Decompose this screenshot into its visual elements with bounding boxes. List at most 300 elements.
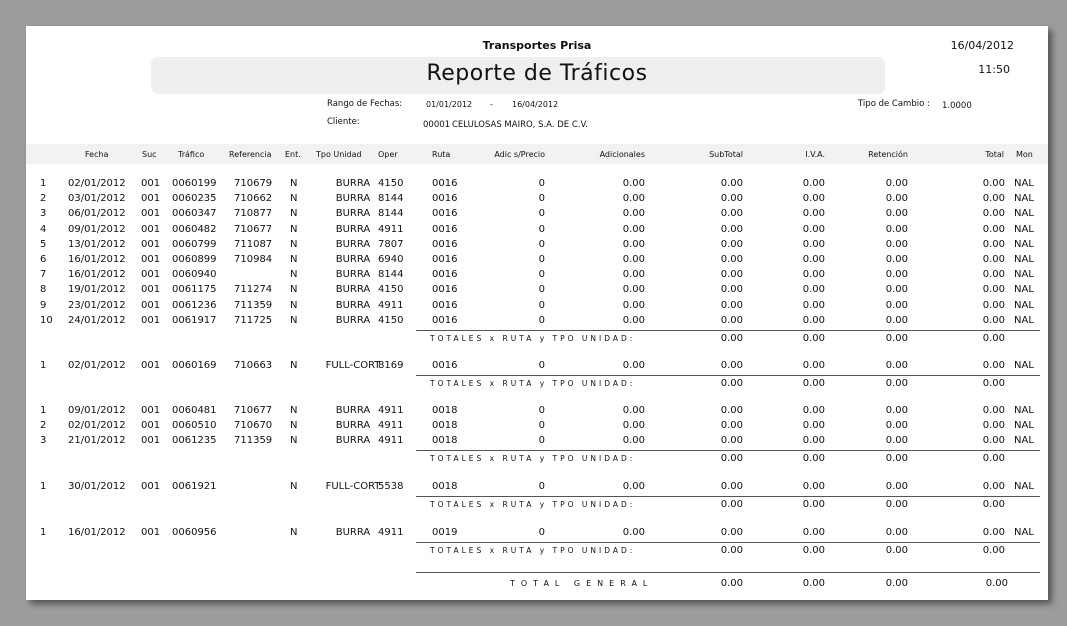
- cell-subtotal: 0.00: [720, 269, 743, 281]
- cell-suc: 001: [141, 193, 161, 205]
- cell-fecha: 09/01/2012: [68, 405, 126, 416]
- cell-trafico: 0060799: [172, 238, 217, 250]
- cell-adic-precio: 0: [538, 208, 545, 220]
- cell-mon: NAL: [1014, 193, 1034, 205]
- cell-tpo-unidad: BURRA: [335, 238, 371, 250]
- cell-fecha: 16/01/2012: [68, 254, 126, 265]
- group-total-value: 0.00: [885, 378, 908, 389]
- cell-referencia: 711087: [234, 238, 273, 250]
- exchange-rate-value: 1.0000: [942, 101, 972, 111]
- cell-fecha: 24/01/2012: [68, 314, 126, 326]
- cell-oper: 7807: [378, 238, 404, 250]
- cell-ent: N: [290, 360, 298, 371]
- cell-row-num: 2: [40, 420, 47, 432]
- cell-adicionales: 0.00: [622, 360, 645, 371]
- cell-adicionales: 0.00: [622, 527, 645, 538]
- cell-retencion: 0.00: [885, 238, 908, 250]
- cell-total: 0.00: [982, 314, 1005, 326]
- cell-tpo-unidad: BURRA: [335, 269, 371, 281]
- column-header: Ent.: [285, 150, 301, 159]
- cell-iva: 0.00: [802, 360, 825, 371]
- cell-total: 0.00: [982, 254, 1005, 265]
- cell-ruta: 0016: [432, 178, 458, 189]
- cell-subtotal: 0.00: [720, 208, 743, 220]
- cell-iva: 0.00: [802, 208, 825, 220]
- cell-mon: NAL: [1014, 481, 1034, 492]
- cell-subtotal: 0.00: [720, 405, 743, 416]
- cell-adicionales: 0.00: [622, 178, 645, 189]
- cell-ent: N: [290, 527, 298, 538]
- group-total-value: 0.00: [885, 545, 908, 556]
- cell-suc: 001: [141, 435, 161, 447]
- cell-subtotal: 0.00: [720, 223, 743, 235]
- cell-mon: NAL: [1014, 405, 1034, 416]
- cell-row-num: 3: [40, 208, 47, 220]
- cell-tpo-unidad: BURRA: [335, 435, 371, 447]
- cell-suc: 001: [141, 481, 161, 492]
- cell-tpo-unidad: BURRA: [335, 284, 371, 296]
- cell-adic-precio: 0: [538, 527, 545, 538]
- cell-ruta: 0016: [432, 193, 458, 205]
- cell-oper: 4150: [378, 178, 404, 189]
- cell-iva: 0.00: [802, 481, 825, 492]
- cell-tpo-unidad: BURRA: [335, 405, 371, 416]
- cell-adicionales: 0.00: [622, 269, 645, 281]
- cell-iva: 0.00: [802, 254, 825, 265]
- cell-referencia: 711274: [234, 284, 273, 296]
- cell-retencion: 0.00: [885, 178, 908, 189]
- cell-total: 0.00: [982, 481, 1005, 492]
- cell-row-num: 1: [40, 527, 47, 538]
- cell-oper: 4911: [378, 299, 404, 311]
- cell-adicionales: 0.00: [622, 223, 645, 235]
- cell-adic-precio: 0: [538, 238, 545, 250]
- group-total-value: 0.00: [802, 332, 825, 344]
- cell-subtotal: 0.00: [720, 435, 743, 447]
- cell-adicionales: 0.00: [622, 193, 645, 205]
- cell-mon: NAL: [1014, 238, 1034, 250]
- cell-adic-precio: 0: [538, 299, 545, 311]
- report-date: 16/04/2012: [950, 39, 1014, 52]
- cell-fecha: 19/01/2012: [68, 284, 126, 296]
- cell-ent: N: [290, 299, 298, 311]
- cell-mon: NAL: [1014, 208, 1034, 220]
- cell-adic-precio: 0: [538, 435, 545, 447]
- cell-adic-precio: 0: [538, 223, 545, 235]
- company-name: Transportes Prisa: [482, 39, 592, 52]
- report-title: Reporte de Tráficos: [426, 61, 648, 86]
- cell-row-num: 1: [40, 405, 47, 416]
- cell-ent: N: [290, 481, 298, 492]
- cell-fecha: 16/01/2012: [68, 527, 126, 538]
- cell-adicionales: 0.00: [622, 299, 645, 311]
- group-totals-label: TOTALES x RUTA y TPO UNIDAD:: [430, 454, 636, 464]
- cell-ent: N: [290, 269, 298, 281]
- cell-iva: 0.00: [802, 269, 825, 281]
- group-total-value: 0.00: [802, 499, 825, 510]
- grand-total-value: 0.00: [720, 578, 743, 589]
- cell-ent: N: [290, 314, 298, 326]
- cell-iva: 0.00: [802, 223, 825, 235]
- group-total-value: 0.00: [720, 378, 743, 389]
- table-row: [26, 254, 1048, 268]
- cell-iva: 0.00: [802, 527, 825, 538]
- column-header: Adic s/Precio: [494, 150, 545, 159]
- cell-ent: N: [290, 435, 298, 447]
- cell-ent: N: [290, 254, 298, 265]
- cell-tpo-unidad: BURRA: [335, 223, 371, 235]
- cell-ruta: 0016: [432, 284, 458, 296]
- cell-subtotal: 0.00: [720, 299, 743, 311]
- column-header: I.V.A.: [805, 150, 825, 159]
- cell-trafico: 0060482: [172, 223, 217, 235]
- cell-adicionales: 0.00: [622, 238, 645, 250]
- cell-retencion: 0.00: [885, 299, 908, 311]
- cell-row-num: 2: [40, 193, 47, 205]
- cell-oper: 4150: [378, 284, 404, 296]
- cell-suc: 001: [141, 405, 161, 416]
- cell-subtotal: 0.00: [720, 238, 743, 250]
- cell-iva: 0.00: [802, 405, 825, 416]
- cell-retencion: 0.00: [885, 405, 908, 416]
- cell-row-num: 10: [40, 314, 53, 326]
- cell-ruta: 0018: [432, 435, 458, 447]
- cell-ruta: 0016: [432, 238, 458, 250]
- group-separator: [416, 542, 1040, 543]
- column-header: SubTotal: [709, 150, 743, 159]
- cell-tpo-unidad: BURRA: [335, 527, 371, 538]
- cell-adic-precio: 0: [538, 481, 545, 492]
- client-code: 00001: [423, 120, 451, 130]
- cell-row-num: 7: [40, 269, 47, 281]
- group-total-value: 0.00: [720, 545, 743, 556]
- group-totals-row: [26, 333, 1048, 347]
- cell-subtotal: 0.00: [720, 360, 743, 371]
- cell-oper: 6940: [378, 254, 404, 265]
- group-total-value: 0.00: [885, 499, 908, 510]
- column-header: Referencia: [229, 150, 272, 159]
- group-totals-label: TOTALES x RUTA y TPO UNIDAD:: [430, 379, 636, 388]
- column-header: Retención: [868, 150, 908, 159]
- cell-referencia: 710677: [234, 405, 273, 416]
- cell-total: 0.00: [982, 193, 1005, 205]
- cell-adicionales: 0.00: [622, 208, 645, 220]
- cell-tpo-unidad: BURRA: [335, 314, 371, 326]
- cell-row-num: 1: [40, 360, 47, 371]
- cell-mon: NAL: [1014, 314, 1034, 326]
- cell-suc: 001: [141, 314, 161, 326]
- cell-ent: N: [290, 405, 298, 416]
- column-header: Tpo Unidad: [316, 150, 362, 159]
- cell-ent: N: [290, 208, 298, 220]
- cell-adic-precio: 0: [538, 178, 545, 189]
- column-header: Adicionales: [599, 150, 645, 159]
- cell-row-num: 5: [40, 238, 47, 250]
- cell-referencia: 710677: [234, 223, 273, 235]
- cell-referencia: 710662: [234, 193, 273, 205]
- cell-retencion: 0.00: [885, 420, 908, 432]
- cell-tpo-unidad: BURRA: [335, 420, 371, 432]
- group-separator: [416, 450, 1040, 451]
- table-row: [26, 435, 1048, 449]
- cell-fecha: 30/01/2012: [68, 481, 126, 492]
- cell-total: 0.00: [982, 223, 1005, 235]
- cell-tpo-unidad: BURRA: [335, 208, 371, 220]
- cell-mon: NAL: [1014, 360, 1034, 371]
- column-header: Suc: [142, 150, 157, 159]
- cell-adic-precio: 0: [538, 269, 545, 281]
- cell-oper: 4911: [378, 527, 404, 538]
- cell-total: 0.00: [982, 360, 1005, 371]
- table-row: [26, 527, 1048, 541]
- cell-subtotal: 0.00: [720, 527, 743, 538]
- cell-referencia: 710663: [234, 360, 273, 371]
- cell-row-num: 4: [40, 223, 47, 235]
- cell-adic-precio: 0: [538, 405, 545, 416]
- cell-iva: 0.00: [802, 299, 825, 311]
- cell-tpo-unidad: BURRA: [335, 299, 371, 311]
- cell-oper: 8144: [378, 208, 404, 220]
- cell-trafico: 0061175: [172, 284, 217, 296]
- cell-mon: NAL: [1014, 254, 1034, 265]
- cell-ent: N: [290, 284, 298, 296]
- cell-row-num: 9: [40, 299, 47, 311]
- cell-retencion: 0.00: [885, 481, 908, 492]
- cell-iva: 0.00: [802, 193, 825, 205]
- cell-iva: 0.00: [802, 238, 825, 250]
- cell-suc: 001: [141, 269, 161, 281]
- cell-iva: 0.00: [802, 314, 825, 326]
- cell-total: 0.00: [982, 420, 1005, 432]
- cell-trafico: 0060199: [172, 178, 217, 189]
- cell-fecha: 16/01/2012: [68, 269, 126, 281]
- cell-suc: 001: [141, 360, 161, 371]
- cell-iva: 0.00: [802, 178, 825, 189]
- cell-tpo-unidad: BURRA: [335, 254, 371, 265]
- table-row: [26, 405, 1048, 419]
- cell-row-num: 8: [40, 284, 47, 296]
- date-range-from: 01/01/2012: [426, 100, 473, 109]
- cell-total: 0.00: [982, 208, 1005, 220]
- cell-ruta: 0018: [432, 481, 458, 492]
- cell-adic-precio: 0: [538, 360, 545, 371]
- cell-suc: 001: [141, 420, 161, 432]
- cell-ruta: 0018: [432, 405, 458, 416]
- group-totals-label: TOTALES x RUTA y TPO UNIDAD:: [430, 333, 636, 343]
- client-label: Cliente:: [327, 117, 360, 127]
- grand-total-value: 0.00: [985, 578, 1008, 589]
- cell-referencia: 711725: [234, 314, 273, 326]
- cell-ent: N: [290, 420, 298, 432]
- table-row: [26, 420, 1048, 434]
- group-total-value: 0.00: [982, 499, 1005, 510]
- date-range-to: 16/04/2012: [512, 100, 559, 109]
- cell-oper: 4911: [378, 435, 404, 447]
- cell-total: 0.00: [982, 435, 1005, 447]
- cell-iva: 0.00: [802, 435, 825, 447]
- cell-fecha: 09/01/2012: [68, 223, 126, 235]
- cell-fecha: 02/01/2012: [68, 420, 126, 432]
- cell-adicionales: 0.00: [622, 254, 645, 265]
- cell-fecha: 03/01/2012: [68, 193, 126, 205]
- group-separator: [416, 375, 1040, 376]
- table-row: [26, 300, 1048, 314]
- group-total-value: 0.00: [720, 453, 743, 465]
- cell-fecha: 06/01/2012: [68, 208, 126, 220]
- cell-ruta: 0016: [432, 360, 458, 371]
- cell-mon: NAL: [1014, 527, 1034, 538]
- cell-retencion: 0.00: [885, 223, 908, 235]
- grand-total-value: 0.00: [885, 578, 908, 589]
- cell-ruta: 0018: [432, 420, 458, 432]
- report-page: [26, 26, 1048, 600]
- cell-tpo-unidad: FULL-CORT: [325, 481, 381, 492]
- group-total-value: 0.00: [720, 332, 743, 344]
- group-totals-row: [26, 499, 1048, 513]
- cell-trafico: 0060169: [172, 360, 217, 371]
- cell-retencion: 0.00: [885, 254, 908, 265]
- cell-oper: 8144: [378, 193, 404, 205]
- cell-referencia: 710670: [234, 420, 273, 432]
- cell-trafico: 0060899: [172, 254, 217, 265]
- date-range-dash: -: [490, 100, 493, 109]
- group-total-value: 0.00: [982, 378, 1005, 389]
- cell-total: 0.00: [982, 405, 1005, 416]
- cell-tpo-unidad: BURRA: [335, 178, 371, 189]
- cell-total: 0.00: [982, 284, 1005, 296]
- group-total-value: 0.00: [982, 545, 1005, 556]
- cell-total: 0.00: [982, 238, 1005, 250]
- cell-retencion: 0.00: [885, 314, 908, 326]
- column-header: Fecha: [85, 150, 109, 159]
- cell-suc: 001: [141, 284, 161, 296]
- column-header: Oper: [378, 150, 398, 159]
- cell-oper: 8169: [378, 360, 404, 371]
- cell-suc: 001: [141, 223, 161, 235]
- cell-referencia: 710984: [234, 254, 273, 265]
- cell-oper: 8144: [378, 269, 404, 281]
- cell-trafico: 0061921: [172, 481, 217, 492]
- cell-trafico: 0060235: [172, 193, 217, 205]
- table-row: [26, 239, 1048, 253]
- group-total-value: 0.00: [885, 453, 908, 465]
- cell-adicionales: 0.00: [622, 435, 645, 447]
- cell-row-num: 1: [40, 481, 47, 492]
- cell-referencia: 711359: [234, 299, 273, 311]
- cell-subtotal: 0.00: [720, 314, 743, 326]
- table-row: [26, 360, 1048, 374]
- cell-iva: 0.00: [802, 284, 825, 296]
- cell-ent: N: [290, 223, 298, 235]
- cell-ruta: 0016: [432, 208, 458, 220]
- cell-retencion: 0.00: [885, 193, 908, 205]
- cell-retencion: 0.00: [885, 360, 908, 371]
- cell-ent: N: [290, 178, 298, 189]
- cell-adic-precio: 0: [538, 254, 545, 265]
- cell-ruta: 0016: [432, 254, 458, 265]
- group-total-value: 0.00: [885, 332, 908, 344]
- cell-row-num: 1: [40, 178, 47, 189]
- group-separator: [416, 496, 1040, 497]
- cell-tpo-unidad: FULL-CORT: [325, 360, 381, 371]
- cell-subtotal: 0.00: [720, 420, 743, 432]
- grand-total-label: TOTAL GENERAL: [510, 579, 654, 588]
- column-header: Mon: [1016, 150, 1033, 159]
- cell-mon: NAL: [1014, 420, 1034, 432]
- table-row: [26, 284, 1048, 298]
- group-totals-row: [26, 378, 1048, 392]
- cell-mon: NAL: [1014, 299, 1034, 311]
- table-row: [26, 178, 1048, 192]
- cell-ruta: 0016: [432, 299, 458, 311]
- cell-trafico: 0060481: [172, 405, 217, 416]
- date-range-label: Rango de Fechas:: [327, 99, 403, 109]
- cell-trafico: 0061235: [172, 435, 217, 447]
- grand-total-separator: [416, 572, 1040, 573]
- cell-adicionales: 0.00: [622, 284, 645, 296]
- cell-trafico: 0060347: [172, 208, 217, 220]
- cell-adicionales: 0.00: [622, 420, 645, 432]
- cell-adic-precio: 0: [538, 193, 545, 205]
- cell-retencion: 0.00: [885, 284, 908, 296]
- table-row: [26, 481, 1048, 495]
- cell-subtotal: 0.00: [720, 481, 743, 492]
- grand-total-row: [26, 578, 1048, 592]
- cell-total: 0.00: [982, 299, 1005, 311]
- cell-suc: 001: [141, 299, 161, 311]
- cell-fecha: 02/01/2012: [68, 178, 126, 189]
- cell-ruta: 0019: [432, 527, 458, 538]
- cell-ruta: 0016: [432, 269, 458, 281]
- cell-total: 0.00: [982, 178, 1005, 189]
- cell-suc: 001: [141, 178, 161, 189]
- exchange-rate-label: Tipo de Cambio :: [858, 99, 930, 109]
- cell-fecha: 02/01/2012: [68, 360, 126, 371]
- cell-ent: N: [290, 193, 298, 205]
- cell-fecha: 23/01/2012: [68, 299, 126, 311]
- column-header: Total: [985, 150, 1004, 159]
- table-row: [26, 193, 1048, 207]
- group-total-value: 0.00: [802, 378, 825, 389]
- cell-trafico: 0061917: [172, 314, 217, 326]
- cell-retencion: 0.00: [885, 435, 908, 447]
- group-separator: [416, 330, 1040, 331]
- table-row: [26, 208, 1048, 222]
- cell-oper: 4911: [378, 420, 404, 432]
- table-row: [26, 269, 1048, 283]
- cell-suc: 001: [141, 238, 161, 250]
- cell-referencia: 711359: [234, 435, 273, 447]
- table-row: [26, 315, 1048, 329]
- cell-adicionales: 0.00: [622, 481, 645, 492]
- group-total-value: 0.00: [802, 453, 825, 465]
- cell-mon: NAL: [1014, 435, 1034, 447]
- cell-ruta: 0016: [432, 314, 458, 326]
- group-total-value: 0.00: [720, 499, 743, 510]
- cell-oper: 5538: [378, 481, 404, 492]
- report-time: 11:50: [978, 63, 1010, 76]
- cell-row-num: 6: [40, 254, 47, 265]
- cell-adic-precio: 0: [538, 284, 545, 296]
- cell-trafico: 0060940: [172, 269, 217, 281]
- cell-iva: 0.00: [802, 420, 825, 432]
- cell-retencion: 0.00: [885, 269, 908, 281]
- cell-adic-precio: 0: [538, 420, 545, 432]
- group-totals-label: TOTALES x RUTA y TPO UNIDAD:: [430, 500, 636, 509]
- column-header: Tráfico: [178, 150, 205, 159]
- cell-subtotal: 0.00: [720, 178, 743, 189]
- grand-total-value: 0.00: [802, 578, 825, 589]
